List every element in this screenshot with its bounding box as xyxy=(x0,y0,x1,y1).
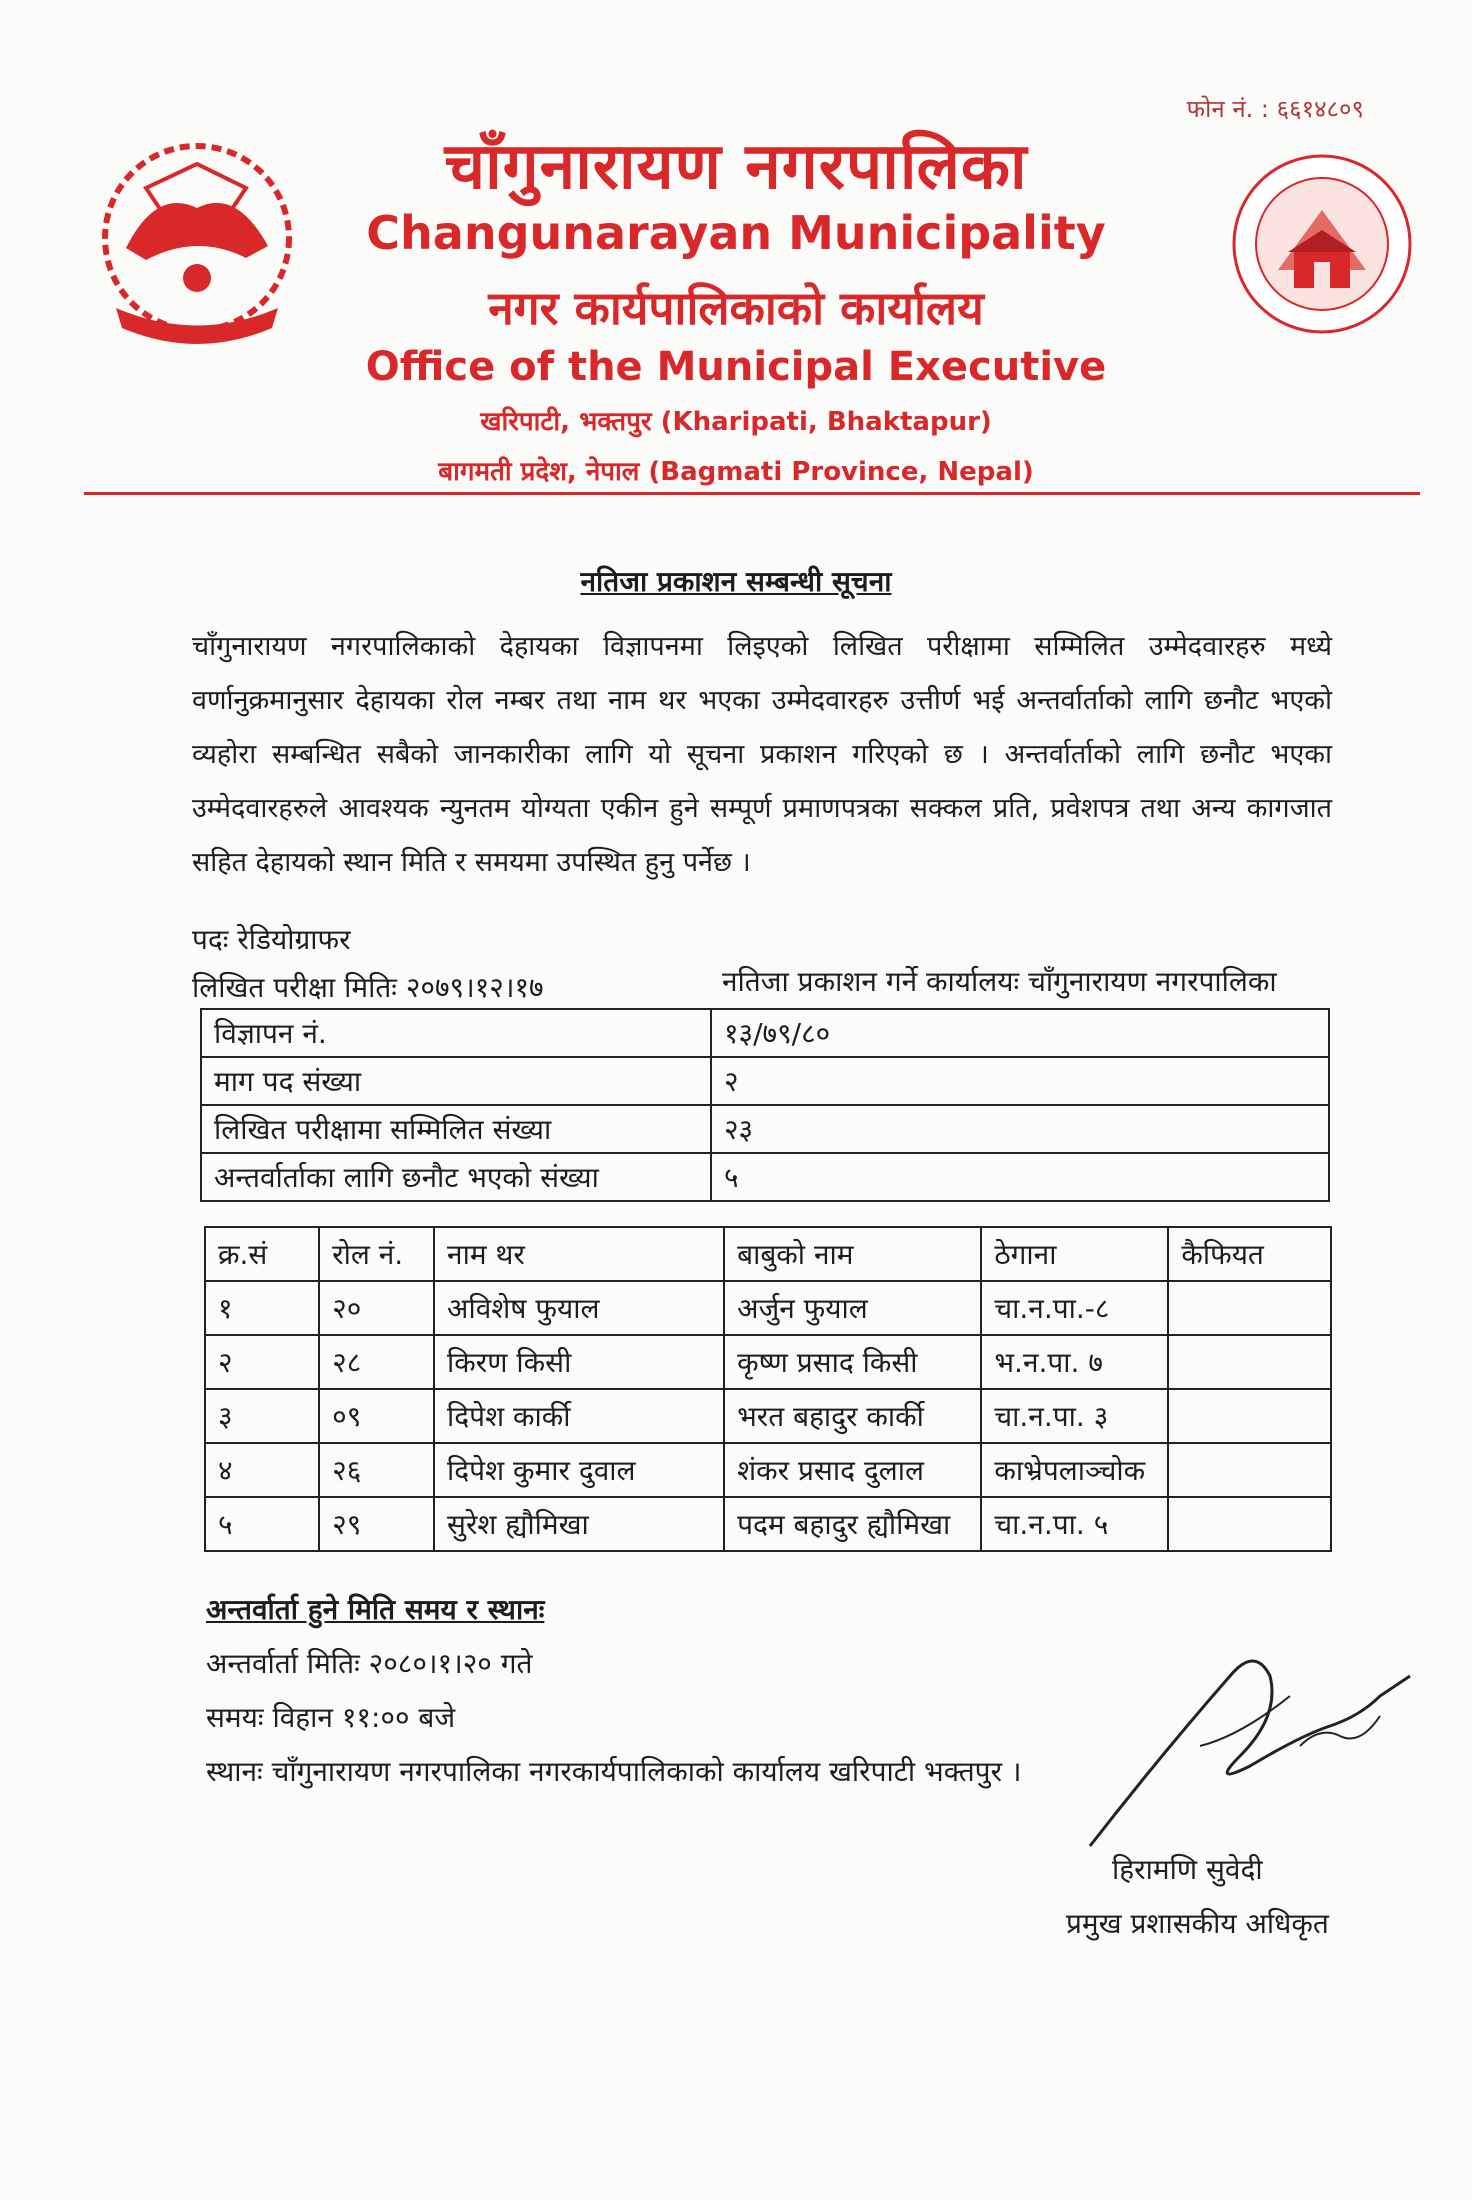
column-header: क्र.सं xyxy=(205,1227,319,1281)
cell-roll: २९ xyxy=(319,1497,434,1551)
cell-father-name: भरत बहादुर कार्की xyxy=(724,1389,981,1443)
office-name-nepali: नगर कार्यपालिकाको कार्यालय xyxy=(488,281,984,335)
table-row xyxy=(205,1281,1331,1335)
cell-address: काभ्रेपलाञ्चोक xyxy=(981,1443,1168,1497)
results-table xyxy=(204,1226,1332,1552)
cell-remarks xyxy=(1168,1281,1331,1335)
cell-remarks xyxy=(1168,1443,1331,1497)
cell-name: दिपेश कुमार दुवाल xyxy=(434,1443,724,1497)
table-row xyxy=(201,1009,1329,1057)
cell-remarks xyxy=(1168,1497,1331,1551)
cell-father-name: पदम बहादुर ह्यौमिखा xyxy=(724,1497,981,1551)
summary-label: विज्ञापन नं. xyxy=(201,1009,711,1057)
address-line-1: खरिपाटी, भक्तपुर (Kharipati, Bhaktapur) xyxy=(480,407,992,437)
cell-serial: २ xyxy=(205,1335,319,1389)
signatory-title: प्रमुख प्रशासकीय अधिकृत xyxy=(1066,1907,1329,1940)
post-label: पदः रेडियोग्राफर xyxy=(192,923,351,956)
cell-remarks xyxy=(1168,1389,1331,1443)
municipality-name-nepali: चाँगुनारायण नगरपालिका xyxy=(444,130,1028,204)
column-header: बाबुको नाम xyxy=(724,1227,981,1281)
written-exam-date: लिखित परीक्षा मितिः २०७९।१२।१७ xyxy=(192,971,544,1004)
office-name-english: Office of the Municipal Executive xyxy=(365,344,1107,390)
interview-section-title: अन्तर्वार्ता हुने मिति समय र स्थानः xyxy=(206,1593,545,1626)
column-header: नाम थर xyxy=(434,1227,724,1281)
notice-paragraph: चाँगुनारायण नगरपालिकाको देहायका विज्ञापनमा लिइएको लिखित परीक्षामा सम्मिलित उम्मेदवारहरु मध्ये वर्णानुक्रमानुसार देहायका रोल नम्बर तथा नाम थर भएका उम्मेदवारहरु उत्तीर्ण भई अन्तर्वार्ताको लागि छनौट भएको व्यहोरा सम्बन्धित सबैको जानकारीका लागि यो सूचना प्रकाशन गरिएको छ । अन्तर्वार्ताको लागि छनौट भएका उम्मेदवारहरुले आवश्यक न्युनतम योग्यता एकीन हुने सम्पूर्ण प्रमाणपत्रका सक्कल प्रति, प्रवेशपत्र तथा अन्य कागजात सहित देहायको स्थान मिति र समयमा उपस्थित हुनु पर्नेछ । xyxy=(192,631,1332,878)
cell-address: चा.न.पा.-८ xyxy=(981,1281,1168,1335)
table-row xyxy=(205,1389,1331,1443)
table-row xyxy=(205,1335,1331,1389)
cell-name: दिपेश कार्की xyxy=(434,1389,724,1443)
summary-table xyxy=(200,1008,1330,1202)
cell-name: सुरेश ह्यौमिखा xyxy=(434,1497,724,1551)
cell-roll: २६ xyxy=(319,1443,434,1497)
cell-serial: ४ xyxy=(205,1443,319,1497)
cell-serial: १ xyxy=(205,1281,319,1335)
table-header-row xyxy=(205,1227,1331,1281)
summary-label: लिखित परीक्षामा सम्मिलित संख्या xyxy=(201,1105,711,1153)
cell-roll: ०९ xyxy=(319,1389,434,1443)
result-publishing-office: नतिजा प्रकाशन गर्ने कार्यालयः चाँगुनारायण नगरपालिका xyxy=(722,965,1277,998)
summary-value: २३ xyxy=(711,1105,1329,1153)
table-row xyxy=(205,1443,1331,1497)
cell-father-name: शंकर प्रसाद दुलाल xyxy=(724,1443,981,1497)
cell-roll: २८ xyxy=(319,1335,434,1389)
interview-time: समयः विहान ११:०० बजे xyxy=(206,1701,456,1734)
notice-title: नतिजा प्रकाशन सम्बन्धी सूचना xyxy=(580,565,892,598)
signatory-name: हिरामणि सुवेदी xyxy=(1112,1853,1263,1886)
table-row xyxy=(201,1057,1329,1105)
cell-address: भ.न.पा. ७ xyxy=(981,1335,1168,1389)
cell-roll: २० xyxy=(319,1281,434,1335)
cell-address: चा.न.पा. ५ xyxy=(981,1497,1168,1551)
handwritten-signature xyxy=(1080,1636,1420,1856)
summary-label: अन्तर्वार्ताका लागि छनौट भएको संख्या xyxy=(201,1153,711,1201)
column-header: ठेगाना xyxy=(981,1227,1168,1281)
cell-address: चा.न.पा. ३ xyxy=(981,1389,1168,1443)
table-row xyxy=(201,1105,1329,1153)
summary-value: २ xyxy=(711,1057,1329,1105)
summary-label: माग पद संख्या xyxy=(201,1057,711,1105)
column-header: कैफियत xyxy=(1168,1227,1331,1281)
interview-date: अन्तर्वार्ता मितिः २०८०।१।२० गते xyxy=(206,1647,533,1680)
cell-serial: ५ xyxy=(205,1497,319,1551)
cell-name: किरण किसी xyxy=(434,1335,724,1389)
phone-number: फोन नं. : ६६१४८०९ xyxy=(1186,95,1364,123)
summary-value: ५ xyxy=(711,1153,1329,1201)
interview-place: स्थानः चाँगुनारायण नगरपालिका नगरकार्यपालिकाको कार्यालय खरिपाटी भक्तपुर । xyxy=(206,1755,1022,1788)
column-header: रोल नं. xyxy=(319,1227,434,1281)
cell-father-name: अर्जुन फुयाल xyxy=(724,1281,981,1335)
municipality-name-english: Changunarayan Municipality xyxy=(366,206,1106,260)
table-row xyxy=(201,1153,1329,1201)
cell-serial: ३ xyxy=(205,1389,319,1443)
cell-father-name: कृष्ण प्रसाद किसी xyxy=(724,1335,981,1389)
cell-remarks xyxy=(1168,1335,1331,1389)
table-row xyxy=(205,1497,1331,1551)
letterhead-divider xyxy=(84,492,1420,495)
address-line-2: बागमती प्रदेश, नेपाल (Bagmati Province, Nepal) xyxy=(438,457,1034,487)
cell-name: अविशेष फुयाल xyxy=(434,1281,724,1335)
summary-value: १३/७९/८० xyxy=(711,1009,1329,1057)
